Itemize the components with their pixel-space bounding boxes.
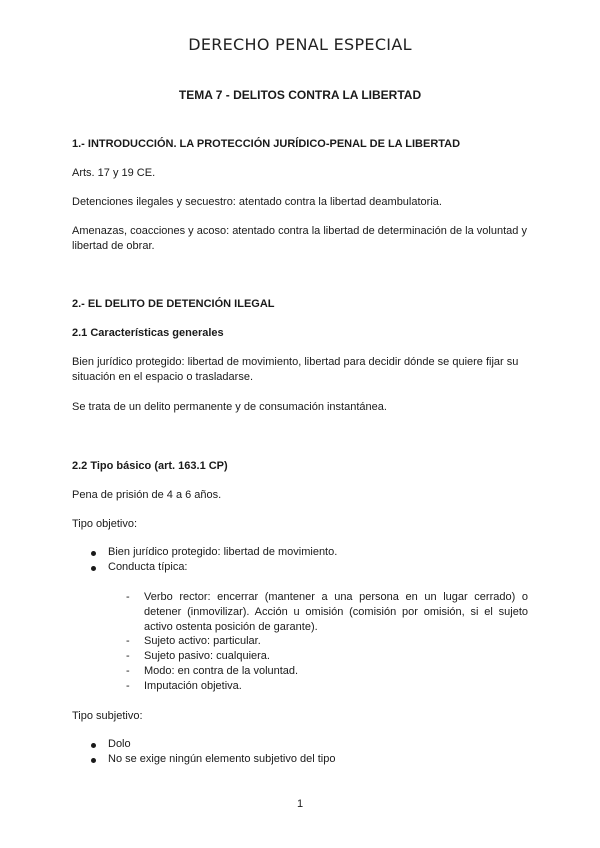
list-item: Conducta típica: [108, 561, 188, 573]
bullet-marker [91, 758, 96, 763]
bullet-marker [91, 566, 96, 571]
list-item: Imputación objetiva. [144, 680, 242, 692]
dash-marker: - [126, 650, 130, 662]
list-item: Bien jurídico protegido: libertad de movimiento. [108, 546, 338, 558]
list-item: Dolo [108, 738, 131, 750]
section-2-heading: 2.- EL DELITO DE DETENCIÓN ILEGAL [72, 298, 275, 310]
document-header: DERECHO PENAL ESPECIAL [188, 35, 412, 54]
dash-marker: - [126, 635, 130, 647]
subsection-2-1-paragraph-1: Bien jurídico protegido: libertad de movimiento, libertad para decidir dónde se quiere fijar su situación en el espacio o trasladarse. [72, 356, 519, 383]
list-item: Sujeto activo: particular. [144, 635, 261, 647]
tema-title: TEMA 7 - DELITOS CONTRA LA LIBERTAD [178, 88, 422, 102]
section-1-paragraph-1: Arts. 17 y 19 CE. [72, 167, 156, 179]
dash-marker: - [126, 591, 130, 603]
subsection-2-1-heading: 2.1 Características generales [72, 327, 224, 339]
subsection-2-2-heading: 2.2 Tipo básico (art. 163.1 CP) [72, 460, 228, 472]
page-number: 1 [296, 798, 304, 810]
list-item: Modo: en contra de la voluntad. [144, 665, 299, 677]
list-item: Sujeto pasivo: cualquiera. [144, 650, 270, 662]
tipo-objetivo-label: Tipo objetivo: [72, 518, 138, 530]
dash-marker: - [126, 680, 130, 692]
section-1-paragraph-2: Detenciones ilegales y secuestro: atentado contra la libertad deambulatoria. [72, 196, 442, 208]
subsection-2-1-paragraph-2: Se trata de un delito permanente y de consumación instantánea. [72, 401, 387, 413]
subsection-2-2-paragraph-1: Pena de prisión de 4 a 6 años. [72, 489, 222, 501]
dash-marker: - [126, 665, 130, 677]
list-item: Verbo rector: encerrar (mantener a una persona en un lugar cerrado) o detener (inmovilizar). Acción u omisión (comisión por omisión, si el sujeto activo ostenta posición de garante). [144, 591, 528, 633]
tipo-subjetivo-label: Tipo subjetivo: [72, 710, 143, 722]
bullet-marker [91, 743, 96, 748]
bullet-marker [91, 551, 96, 556]
list-item: No se exige ningún elemento subjetivo del tipo [108, 753, 336, 765]
section-1-heading: 1.- INTRODUCCIÓN. LA PROTECCIÓN JURÍDICO-PENAL DE LA LIBERTAD [72, 138, 461, 150]
section-1-paragraph-3: Amenazas, coacciones y acoso: atentado contra la libertad de determinación de la voluntad y libertad de obrar. [72, 225, 527, 252]
